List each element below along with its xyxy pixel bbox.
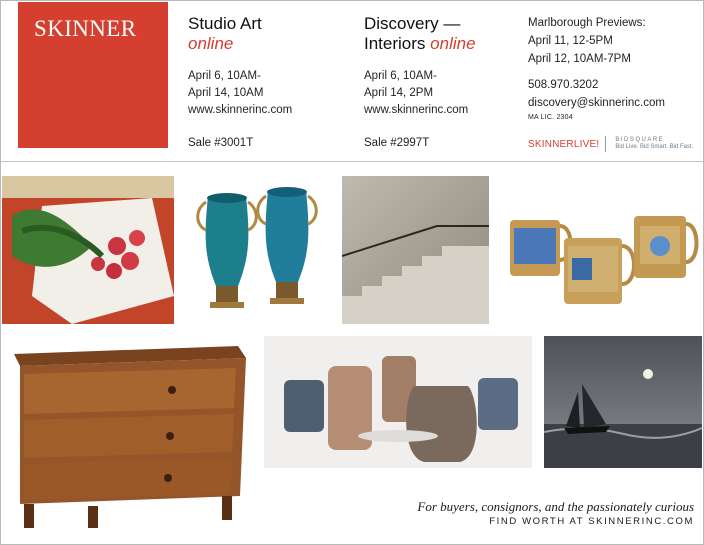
sale1-title: Studio Art online (188, 14, 262, 53)
skinner-logo (18, 2, 168, 148)
skinner-live-logo: SKINNERLIVE! (528, 138, 600, 150)
wood-chest-of-drawers (2, 336, 252, 536)
stair-railing-photo-icon (342, 176, 489, 324)
wood-chest-of-drawers-icon (2, 336, 252, 536)
bidsquare-wordmark: BIDSQUARE (615, 137, 665, 143)
sale1-date-start: April 6, 10AM- (188, 70, 261, 82)
sale2-date-end: April 14, 2PM (364, 87, 434, 99)
phone-number[interactable]: 508.970.3202 (528, 79, 599, 91)
blue-vases (186, 176, 330, 324)
preview-date-1: April 11, 12-5PM (528, 35, 613, 47)
tea-glass-holders-icon (500, 176, 702, 324)
license-number: MA LIC. 2304 (528, 114, 573, 121)
radishes-painting-icon (2, 176, 174, 324)
previews-heading: Marlborough Previews: (528, 17, 646, 29)
sale1-date-end: April 14, 10AM (188, 87, 264, 99)
stoneware-jugs (264, 336, 532, 468)
sale2-number: Sale #2997T (364, 137, 430, 149)
sale1-info (188, 68, 292, 119)
sale2-title: Discovery — Interiors online (364, 14, 476, 53)
preview-date-2: April 12, 10AM-7PM (528, 53, 631, 65)
email-address[interactable]: discovery@skinnerinc.com (528, 97, 665, 109)
sale2-info (364, 68, 476, 119)
bidsquare-tagline: Bid Live. Bid Smart. Bid Fast. (615, 144, 694, 150)
sale2-website[interactable]: www.skinnerinc.com (364, 104, 469, 116)
logo-divider (605, 136, 606, 152)
moonlit-sailboat-painting-icon (544, 336, 702, 468)
sale2-date-start: April 6, 10AM- (364, 70, 437, 82)
tea-glass-holders (500, 176, 702, 324)
bidsquare-logo (615, 137, 693, 151)
sale-discovery (364, 14, 476, 119)
sale1-number: Sale #3001T (188, 137, 254, 149)
logo-text: SKINNER (34, 16, 137, 41)
sale1-website[interactable]: www.skinnerinc.com (188, 104, 293, 116)
sale-studio-art (188, 14, 292, 119)
footer-cta[interactable]: FIND WORTH AT SKINNERINC.COM (489, 516, 694, 527)
header-rule (0, 161, 704, 162)
blue-vases-icon (186, 176, 330, 324)
radishes-painting (2, 176, 174, 324)
bidding-logos (528, 136, 693, 152)
stoneware-jugs-icon (264, 336, 532, 468)
footer-tagline: For buyers, consignors, and the passionately curious (417, 499, 694, 514)
previews-block (528, 14, 665, 121)
moonlit-sailboat-painting (544, 336, 702, 468)
stair-railing-photo (342, 176, 489, 324)
